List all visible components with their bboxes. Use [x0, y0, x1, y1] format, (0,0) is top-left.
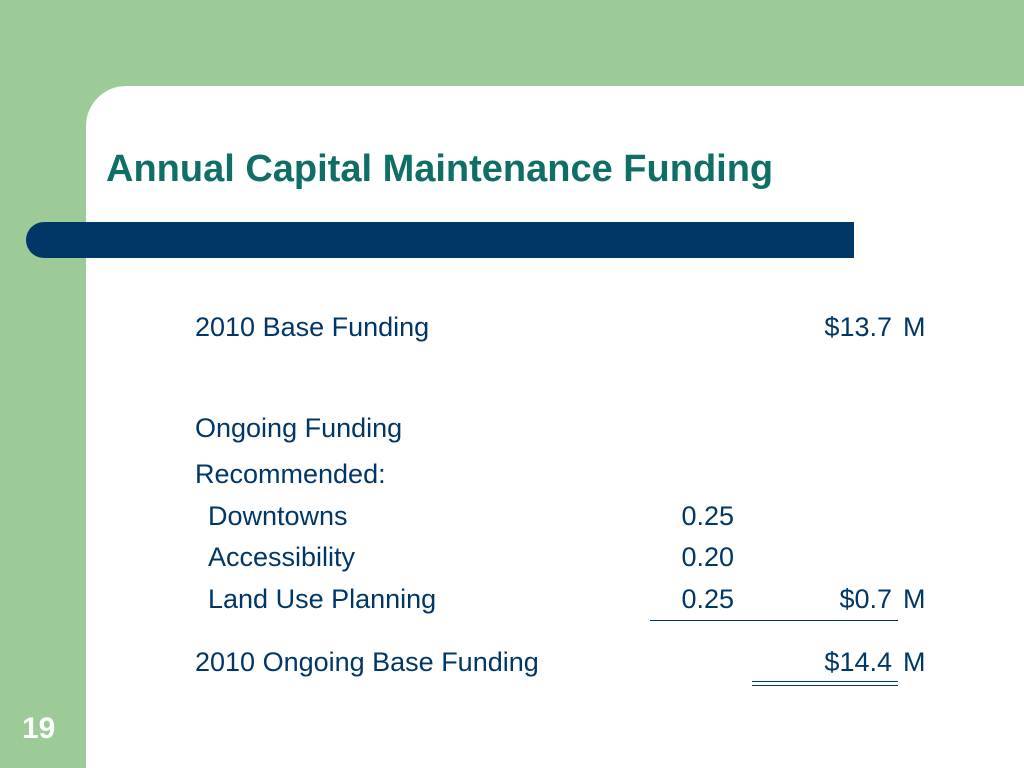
title-underline-bar — [26, 222, 854, 258]
total-double-rule-bottom — [752, 685, 898, 686]
recommended-heading: Recommended: — [195, 459, 386, 489]
item-value-land-use-planning: 0.25 — [681, 584, 734, 614]
ongoing-funding-heading: Ongoing Funding — [195, 413, 403, 443]
total-amount: $14.4 — [824, 647, 892, 677]
item-label-downtowns: Downtowns — [208, 501, 348, 531]
item-label-accessibility: Accessibility — [208, 542, 356, 572]
total-label: 2010 Ongoing Base Funding — [195, 647, 539, 677]
base-funding-unit: M — [903, 312, 926, 342]
base-funding-label: 2010 Base Funding — [195, 312, 430, 342]
item-value-downtowns: 0.25 — [681, 501, 734, 531]
total-unit: M — [903, 647, 926, 677]
slide-title: Annual Capital Maintenance Funding — [106, 148, 774, 190]
subtotal-rule — [650, 620, 898, 621]
item-label-land-use-planning: Land Use Planning — [208, 584, 437, 614]
page-number: 19 — [22, 712, 56, 745]
item-value-accessibility: 0.20 — [681, 542, 734, 572]
total-double-rule-top — [752, 681, 898, 682]
subtotal-unit: M — [903, 584, 926, 614]
base-funding-amount: $13.7 — [824, 312, 892, 342]
subtotal-amount: $0.7 — [839, 584, 892, 614]
